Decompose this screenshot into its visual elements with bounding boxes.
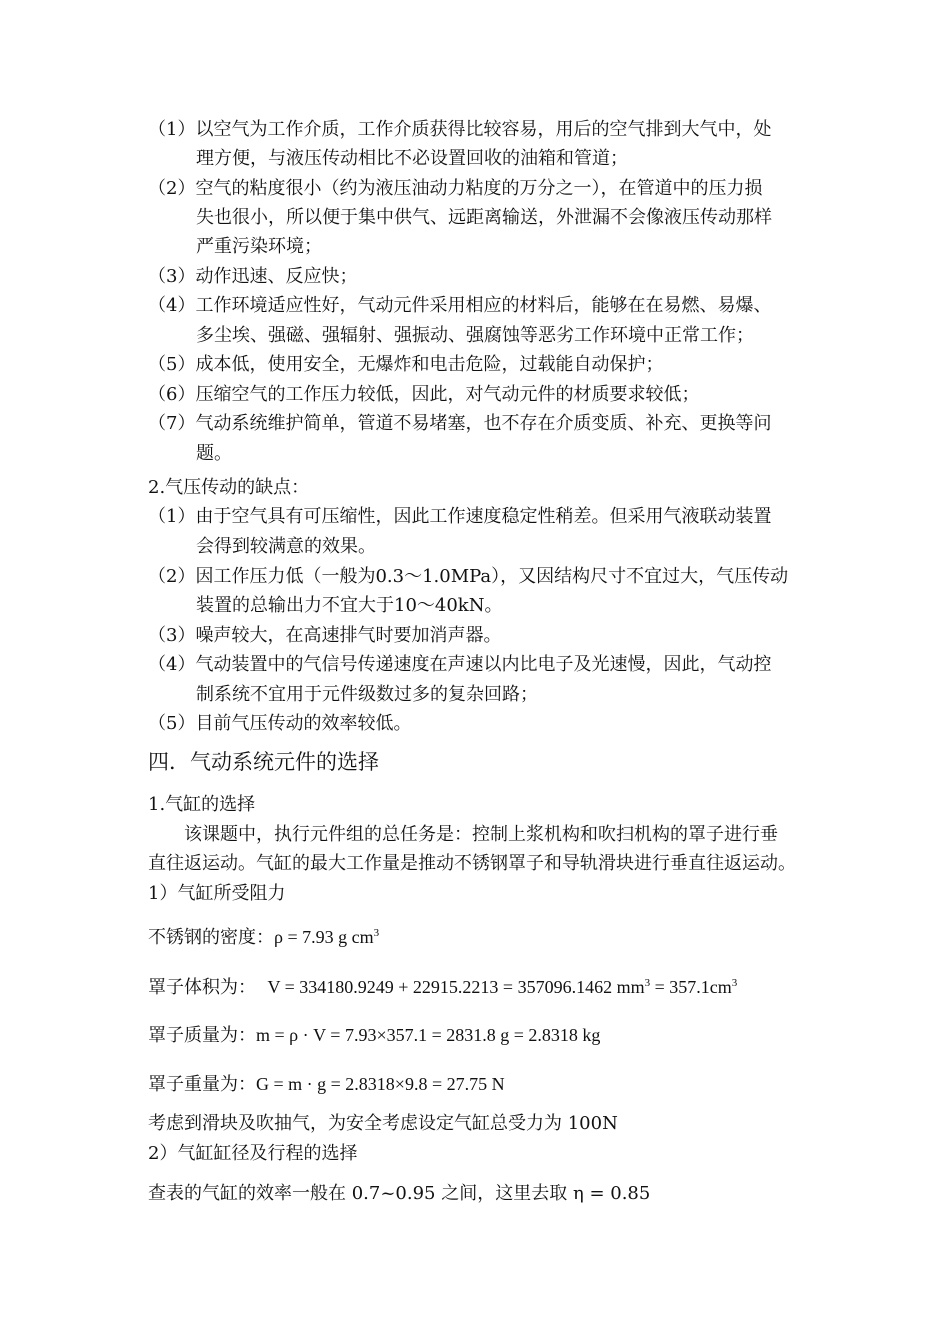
- volume-row: [148, 974, 737, 1000]
- volume-formula: V = 334180.9249 + 22915.2213 = 357096.1462 $mm^3 = 357.1cm^3$: [267, 977, 738, 997]
- force-note: 考虑到滑块及吹抽气，为安全考虑设定气缸总受力为 100N: [148, 1113, 618, 1134]
- advantage-3-2-line-3: 严重污染环境；: [196, 236, 322, 257]
- advantage-3-2-line-1: （2）空气的粘度很小（约为液压油动力粘度的万分之一），在管道中的压力损: [148, 178, 763, 199]
- disadvantage-1-line-1: （1）由于空气具有可压缩性，因此工作速度稳定性稍差。但采用气液联动装置: [148, 506, 772, 527]
- volume-label: 罩子体积为：: [148, 977, 256, 998]
- disadvantage-4-line-2: 制系统不宜用于元件级数过多的复杂回路；: [196, 684, 538, 705]
- advantage-3-4-line-2: 多尘埃、强磁、强辐射、强振动、强腐蚀等恶劣工作环境中正常工作；: [196, 325, 754, 346]
- advantage-3-7-line-1: （7）气动系统维护简单，管道不易堵塞，也不存在介质变质、补充、更换等问: [148, 413, 772, 434]
- mass-row: [148, 1022, 600, 1048]
- weight-label: 罩子重量为：: [148, 1074, 256, 1095]
- mass-label: 罩子质量为：: [148, 1025, 256, 1046]
- disadvantage-5: （5）目前气压传动的效率较低。: [148, 713, 412, 734]
- disadvantage-2-line-1: （2）因工作压力低（一般为0.3～1.0MPa），又因结构尺寸不宜过大，气压传动: [148, 566, 789, 587]
- mass-formula: m = ρ · V = 7.93×357.1 = 2831.8 g = 2.8318 kg: [256, 1025, 601, 1045]
- disadvantage-4-line-1: （4）气动装置中的气信号传递速度在声速以内比电子及光速慢，因此，气动控: [148, 654, 772, 675]
- advantage-3-7-line-2: 题。: [196, 443, 232, 464]
- advantage-3-1-line-2: 理方便，与液压传动相比不必设置回收的油箱和管道；: [196, 148, 628, 169]
- disadvantage-1-line-2: 会得到较满意的效果。: [196, 536, 376, 557]
- weight-formula: G = m · g = 2.8318×9.8 = 27.75 N: [256, 1074, 505, 1094]
- advantage-3-5: （5）成本低，使用安全，无爆炸和电击危险，过载能自动保护；: [148, 354, 664, 375]
- density-label: 不锈钢的密度：: [148, 927, 274, 948]
- disadvantage-3: （3）噪声较大，在高速排气时要加消声器。: [148, 625, 502, 646]
- disadvantage-2-line-2: 装置的总输出力不宜大于10～40kN。: [196, 595, 503, 616]
- intro-paragraph-line-1: 该课题中，执行元件组的总任务是：控制上浆机构和吹扫机构的罩子进行垂: [184, 824, 778, 845]
- efficiency-note: 查表的气缸的效率一般在 0.7~0.95 之间，这里去取 η = 0.85: [148, 1183, 651, 1204]
- weight-row: [148, 1071, 505, 1097]
- advantage-3-4-line-1: （4）工作环境适应性好，气动元件采用相应的材料后，能够在在易燃、易爆、: [148, 295, 772, 316]
- item-2-title: 2）气缸缸径及行程的选择: [148, 1143, 358, 1164]
- intro-paragraph-line-2: 直往返运动。气缸的最大工作量是推动不锈钢罩子和导轨滑块进行垂直往返运动。: [148, 853, 796, 874]
- advantage-3-3: （3）动作迅速、反应快；: [148, 266, 358, 287]
- advantage-3-2-line-2: 失也很小，所以便于集中供气、远距离输送，外泄漏不会像液压传动那样: [196, 207, 772, 228]
- disadvantages-title: 2.气压传动的缺点：: [148, 477, 310, 498]
- section-heading: 四．气动系统元件的选择: [148, 750, 379, 774]
- density-row: [148, 924, 379, 950]
- subsection-title-cylinder: 1.气缸的选择: [148, 794, 256, 815]
- item-1-title: 1）气缸所受阻力: [148, 883, 286, 904]
- advantage-3-6: （6）压缩空气的工作压力较低，因此，对气动元件的材质要求较低；: [148, 384, 700, 405]
- density-formula: ρ = 7.93 g $cm^3$: [274, 927, 380, 947]
- advantage-3-1-line-1: （1）以空气为工作介质，工作介质获得比较容易，用后的空气排到大气中，处: [148, 119, 772, 140]
